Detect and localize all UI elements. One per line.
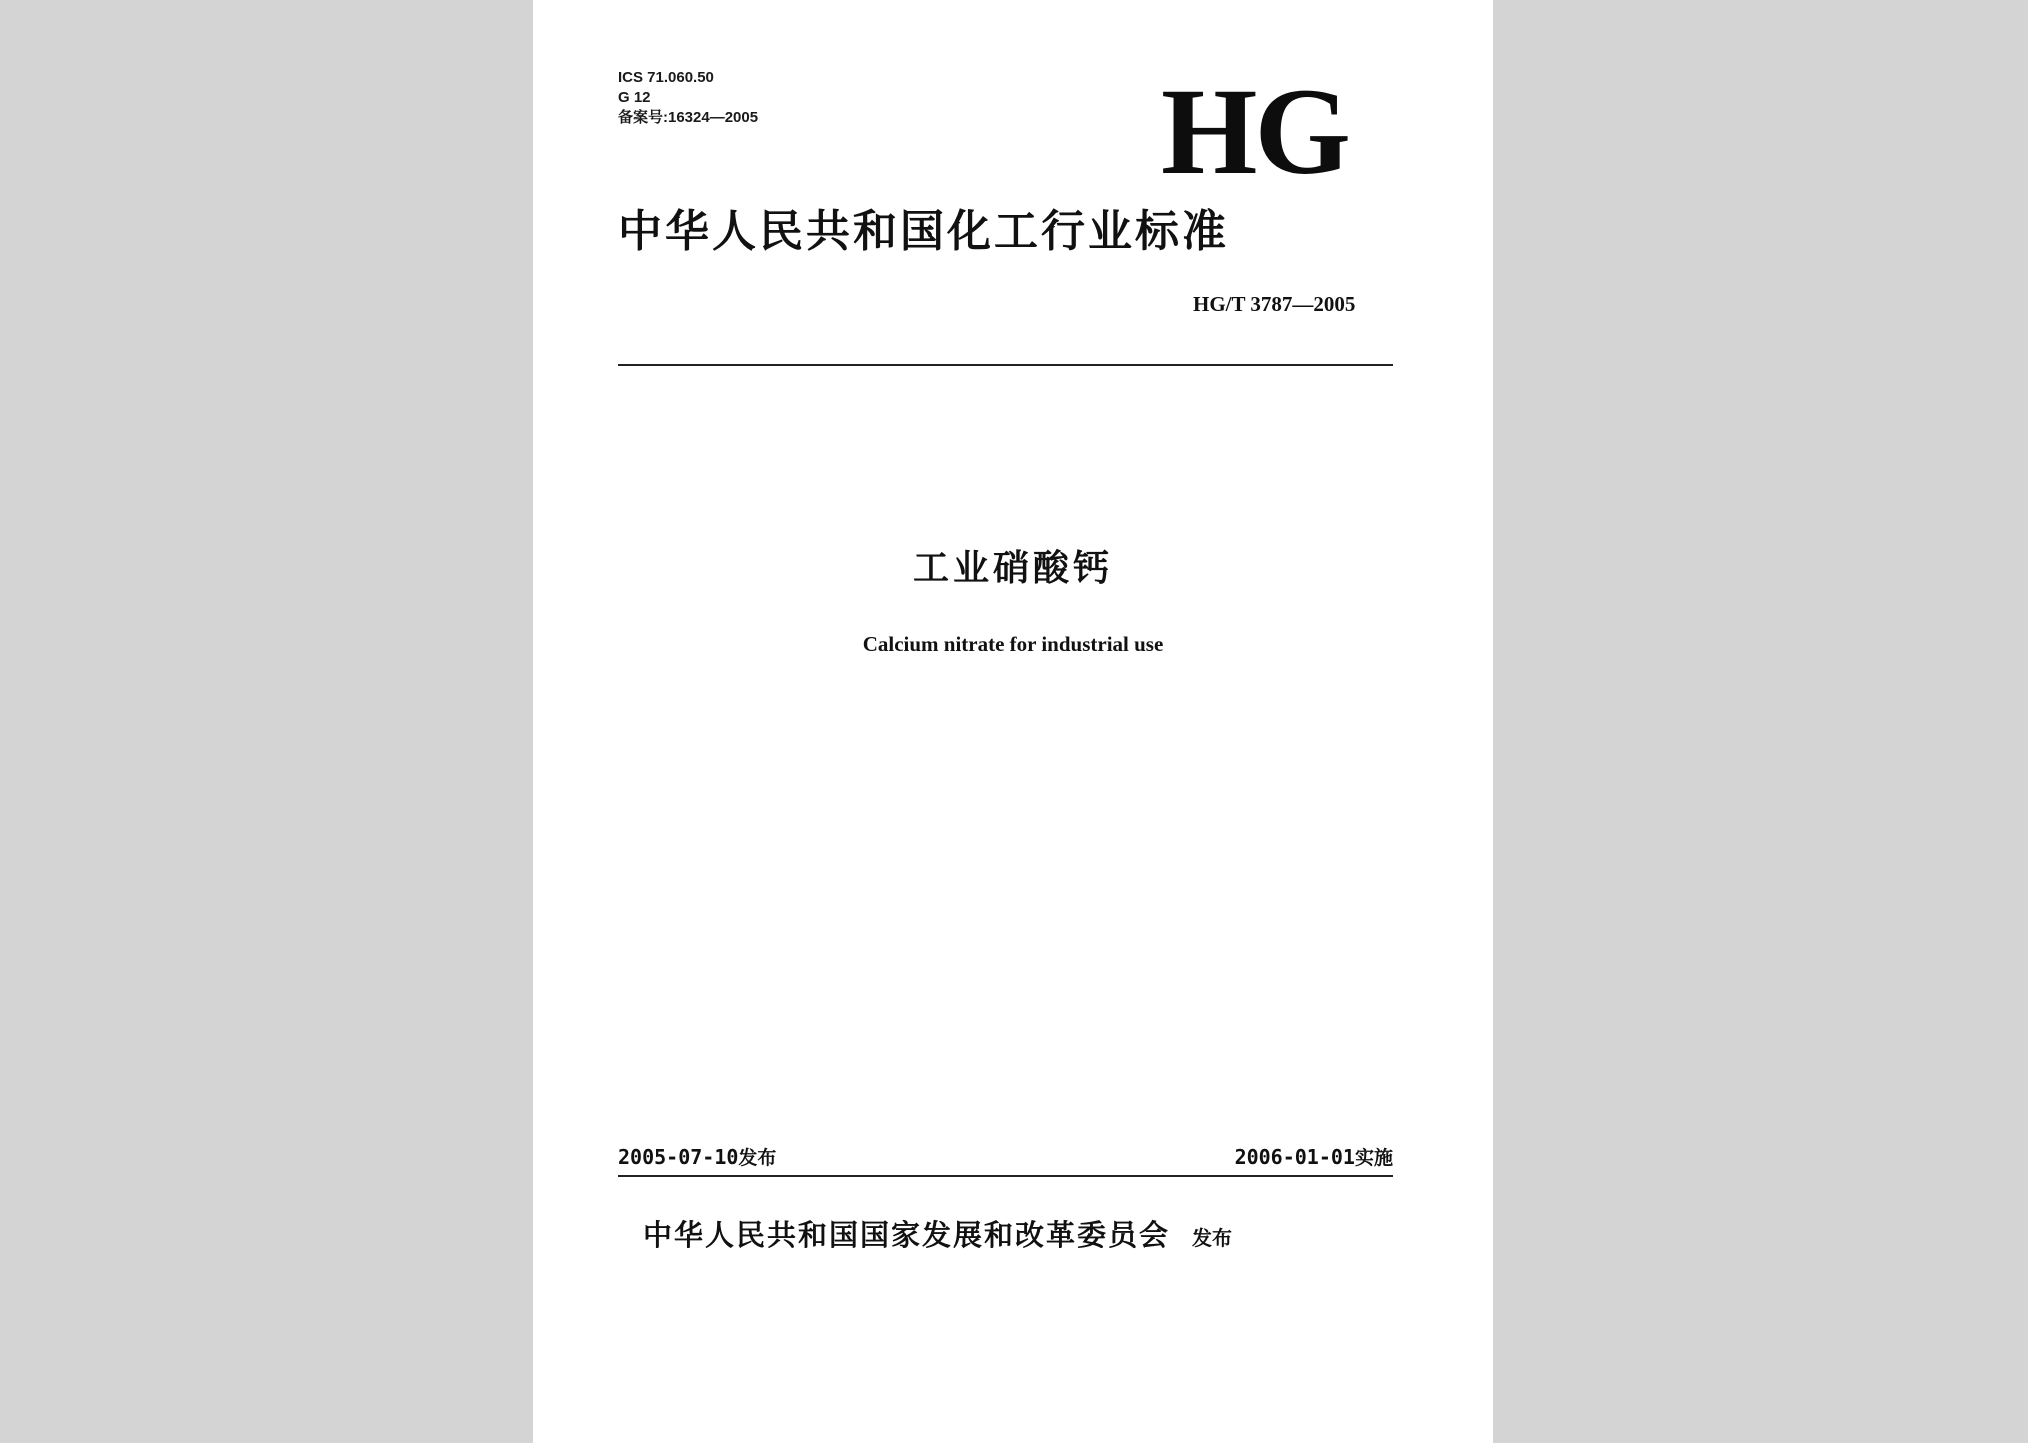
issue-date-label: 发布	[738, 1147, 777, 1169]
implementation-date-label: 实施	[1354, 1147, 1393, 1169]
ics-code: ICS 71.060.50	[618, 69, 714, 86]
publisher-organization: 中华人民共和国国家发展和改革委员会	[643, 1218, 1171, 1252]
standard-title: 中华人民共和国化工行业标准	[618, 206, 1229, 257]
implementation-date	[1235, 1143, 1393, 1170]
document-page	[533, 0, 1493, 1443]
document-title-english: Calcium nitrate for industrial use	[862, 632, 1164, 656]
publisher-action: 发布	[1192, 1226, 1233, 1250]
publisher	[643, 1213, 1232, 1254]
hg-logo: HG	[1161, 63, 1348, 200]
issue-date	[618, 1143, 776, 1170]
classification-block	[618, 68, 758, 128]
document-title-chinese: 工业硝酸钙	[912, 548, 1113, 589]
class-code: G 12	[618, 89, 651, 106]
implementation-date-value: 2006-01-01	[1234, 1145, 1355, 1169]
footer-divider	[618, 1175, 1393, 1177]
filing-number: 备案号:16324—2005	[618, 109, 759, 126]
header-divider	[618, 364, 1393, 366]
standard-number: HG/T 3787—2005	[1193, 292, 1356, 316]
issue-date-value: 2005-07-10	[618, 1145, 739, 1169]
